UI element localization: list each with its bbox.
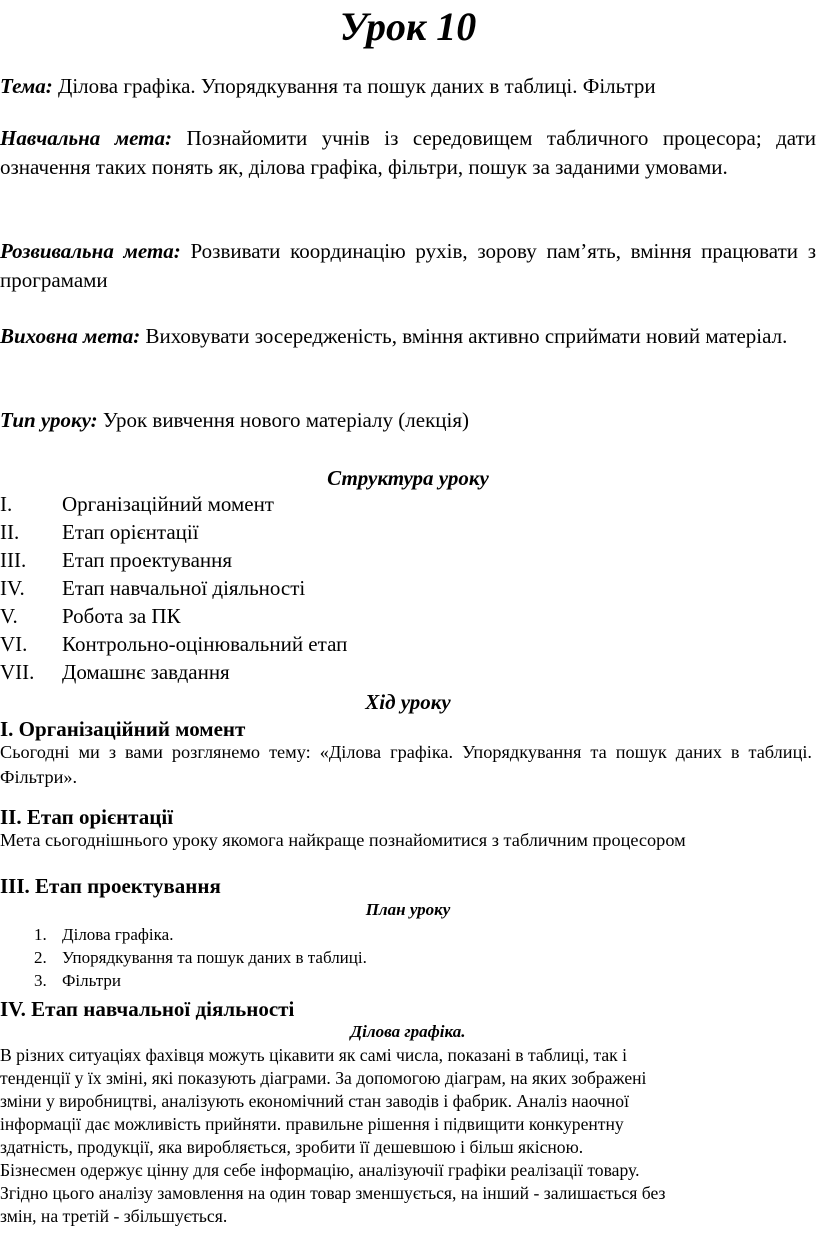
topic-paragraph <box>0 72 816 101</box>
structure-item: II. Етап орієнтації <box>0 520 199 544</box>
body-line: В різних ситуаціях фахівця можуть цікавити як самі числа, показані в таблиці, так і <box>0 1045 628 1065</box>
developmental-goal-paragraph <box>0 237 816 295</box>
section-3-heading: III. Етап проектування <box>0 874 221 898</box>
upbringing-goal-text: Виховувати зосередженість, вміння активно сприймати новий матеріал. <box>140 324 788 348</box>
structure-item: VII. Домашнє завдання <box>0 660 230 684</box>
upbringing-goal-paragraph <box>0 322 816 351</box>
upbringing-goal-label: Виховна мета: <box>0 324 141 348</box>
topic-label: Тема: <box>0 74 53 98</box>
section-4-heading: IV. Етап навчальної діяльності <box>0 997 295 1021</box>
lesson-progress-heading: Хід уроку <box>365 690 451 714</box>
body-line: змін, на третій - збільшується. <box>0 1206 228 1226</box>
plan-item: 2. Упорядкування та пошук даних в таблиці. <box>34 948 367 967</box>
plan-title: План уроку <box>365 900 451 919</box>
developmental-goal-text: Розвивати координацію рухів, зорову пам’ять, вміння працювати з програмами <box>0 239 816 292</box>
body-line: інформації дає можливість прийняти. правильне рішення і підвищити конкурентну <box>0 1114 624 1134</box>
body-line: Згідно цього аналізу замовлення на один товар зменшується, на інший - залишається без <box>0 1183 666 1203</box>
body-line: здатність, продукції, яка виробляється, зробити її дешевшою і більш якісною. <box>0 1137 584 1157</box>
structure-item: V. Робота за ПК <box>0 604 181 628</box>
body-line: зміни у виробництві, аналізують економічний стан заводів і фабрик. Аналіз наочної <box>0 1091 629 1111</box>
developmental-goal-label: Розвивальна мета: <box>0 239 181 263</box>
structure-item: III. Етап проектування <box>0 548 233 572</box>
topic-text: Ділова графіка. Упорядкування та пошук даних в таблиці. Фільтри <box>52 74 656 98</box>
section-1-heading: I. Організаційний момент <box>0 717 246 741</box>
educational-goal-text: Познайомити учнів із середовищем табличного процесора; дати означення таких понять як, ділова графіка, фільтри, пошук за заданими умовами. <box>0 126 816 179</box>
lesson-type-text: Урок вивчення нового матеріалу (лекція) <box>97 408 469 432</box>
section-4-subheading: Ділова графіка. <box>350 1022 466 1041</box>
lesson-title: Урок 10 <box>339 4 477 49</box>
structure-item: VI. Контрольно-оцінювальний етап <box>0 632 348 656</box>
lesson-type-paragraph <box>0 406 816 435</box>
section-2-heading: II. Етап орієнтації <box>0 805 174 829</box>
plan-item: 1. Ділова графіка. <box>34 925 174 944</box>
body-line: тенденції у їх зміні, які показують діаграми. За допомогою діаграм, на яких зображені <box>0 1068 647 1088</box>
section-2-text: Мета сьогоднішнього уроку якомога найкраще познайомитися з табличним процесором <box>0 830 686 850</box>
lesson-type-label: Тип уроку: <box>0 408 98 432</box>
plan-item: 3. Фільтри <box>34 971 121 990</box>
structure-heading: Структура уроку <box>327 466 489 490</box>
section-1-text: Сьогодні ми з вами розглянемо тему: «Ділова графіка. Упорядкування та пошук даних в таблиці. Фільтри». <box>0 742 812 787</box>
educational-goal-paragraph <box>0 124 816 182</box>
structure-item: I. Організаційний момент <box>0 492 274 516</box>
educational-goal-label: Навчальна мета: <box>0 126 172 150</box>
structure-item: IV. Етап навчальної діяльності <box>0 576 306 600</box>
body-line: Бізнесмен одержує цінну для себе інформацію, аналізуючії графіки реалізації товару. <box>0 1160 640 1180</box>
